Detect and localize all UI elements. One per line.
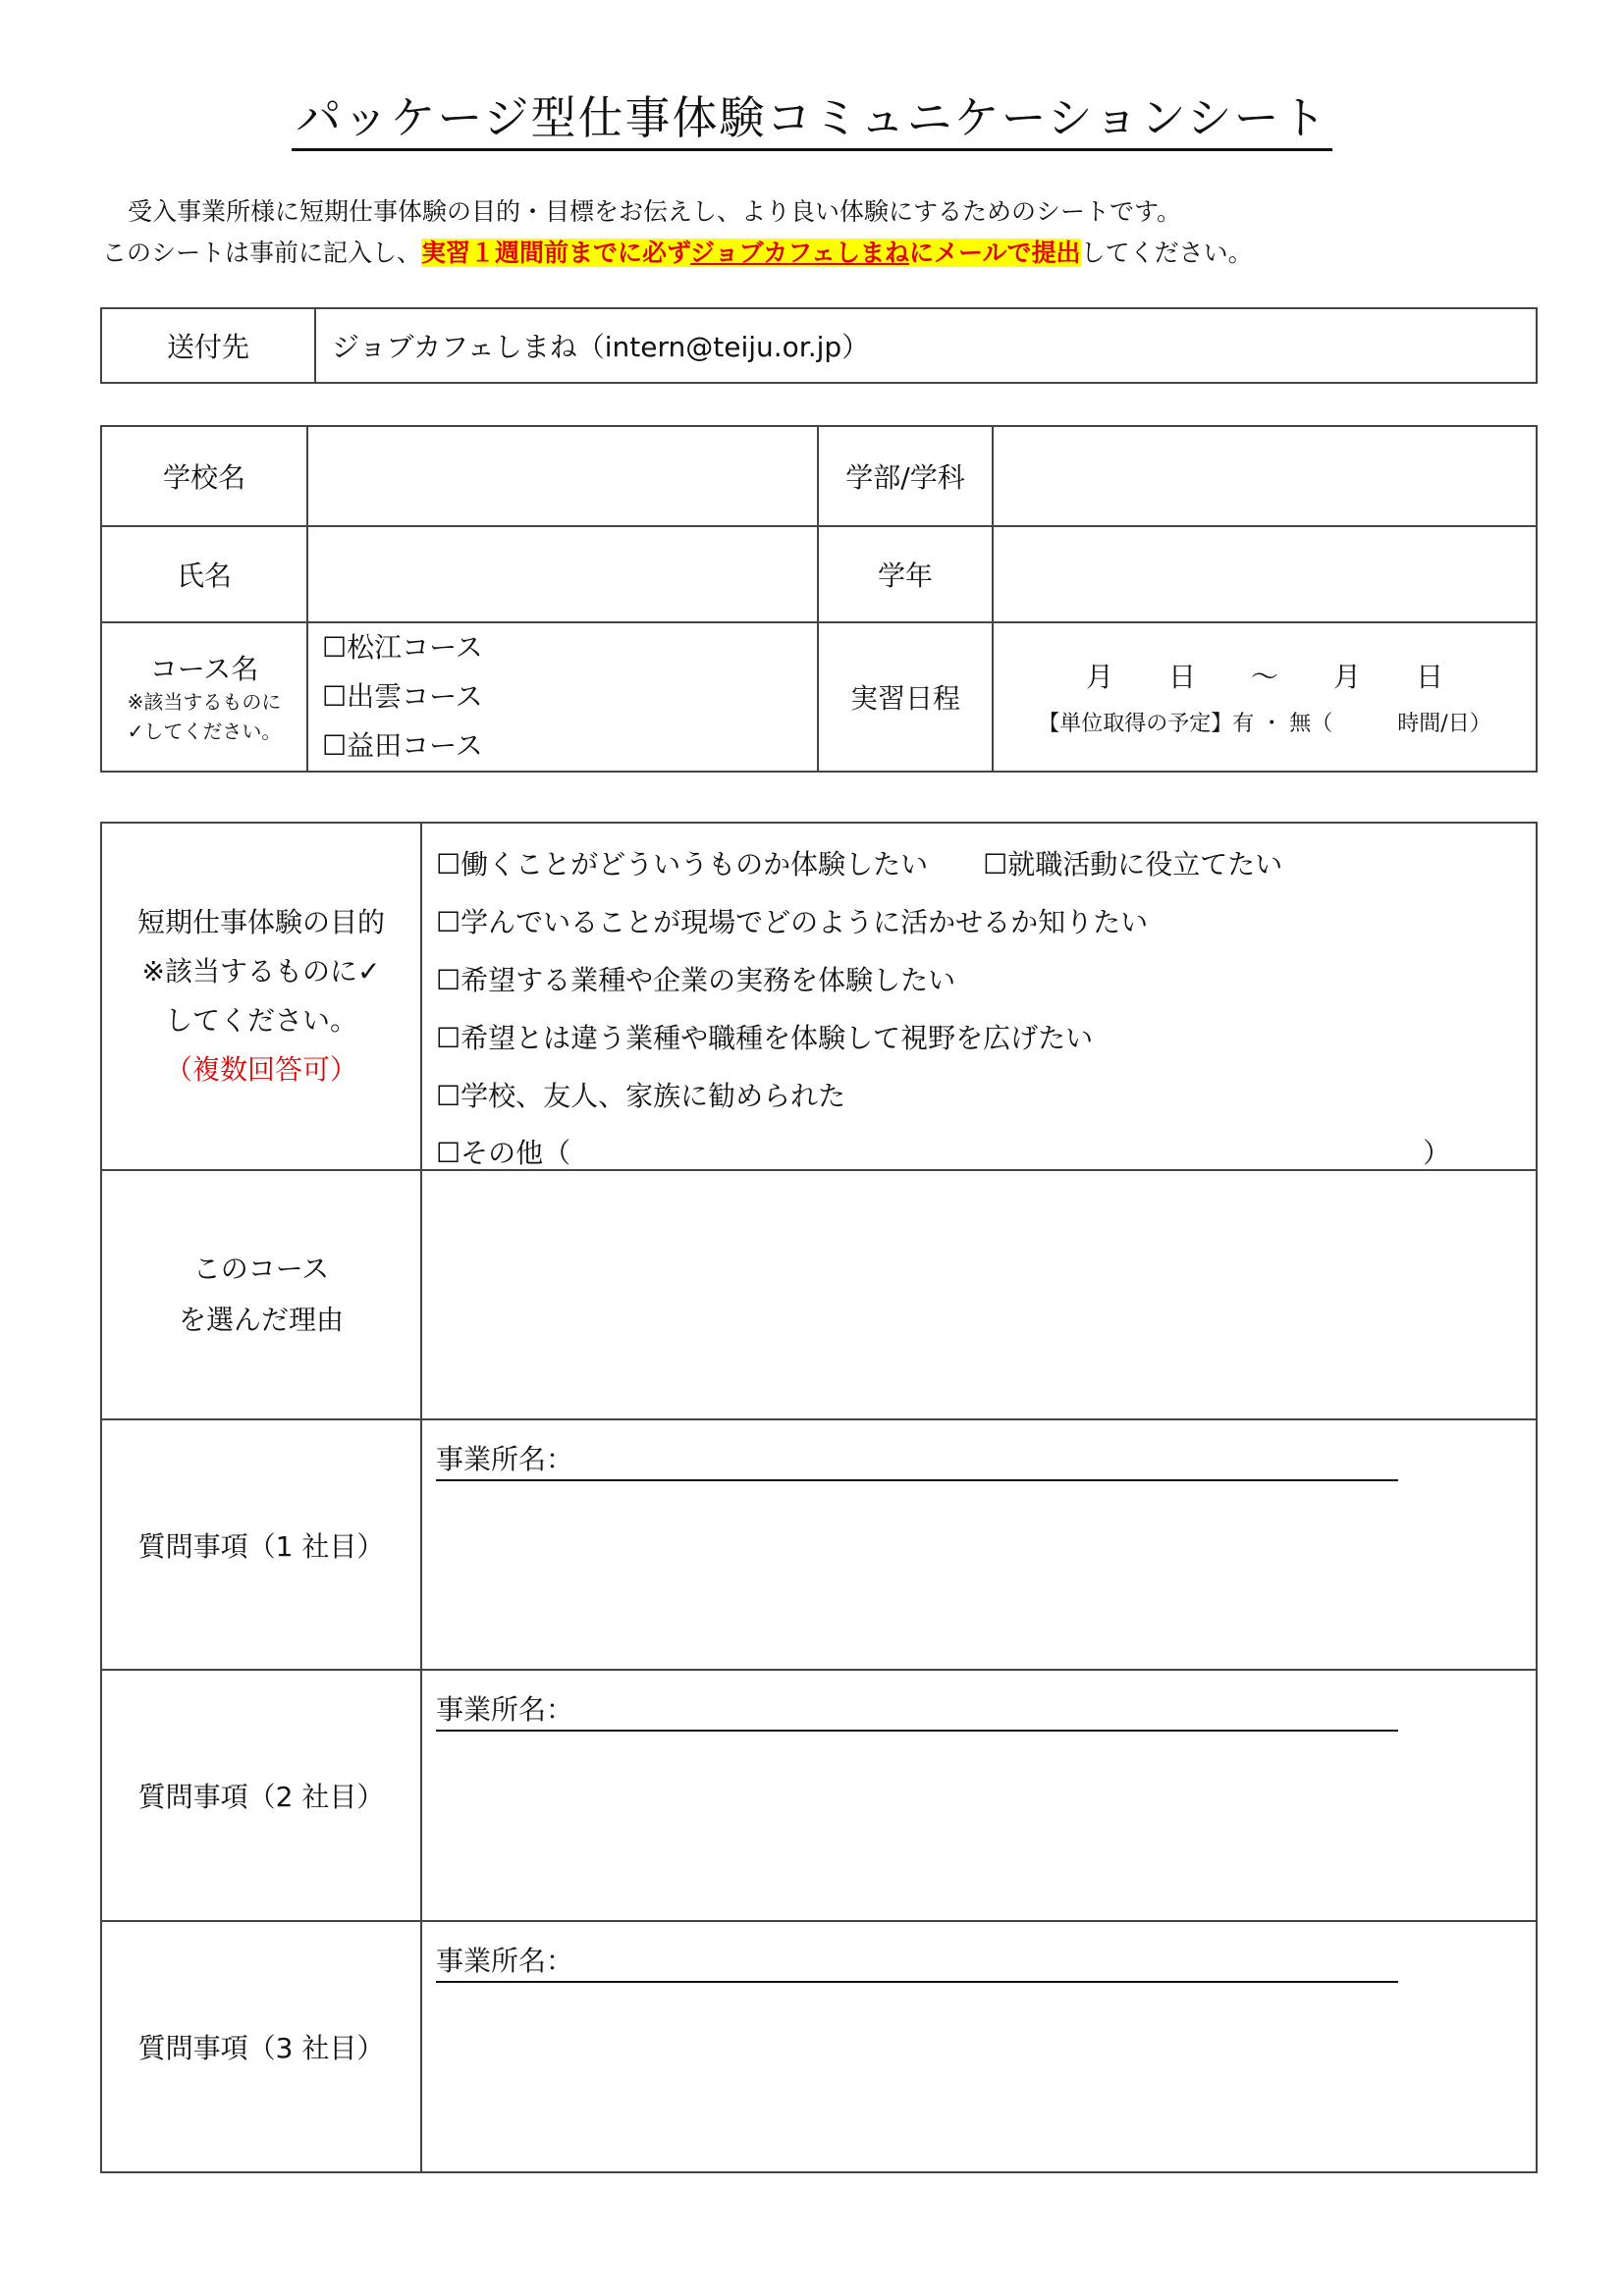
question-2-label: 質問事項（2 社目）: [101, 1670, 421, 1921]
student-info-table: [100, 425, 1538, 773]
purpose-table: [100, 822, 1538, 2173]
reason-label-1: このコース: [192, 1253, 330, 1285]
name-field[interactable]: [307, 526, 818, 622]
question-3-label: 質問事項（3 社目）: [101, 1921, 421, 2172]
purpose-options: [421, 823, 1537, 1170]
purpose-option-other[interactable]: ☐その他（ ）: [436, 1137, 1451, 1169]
dept-label: 学部/学科: [818, 426, 993, 526]
grade-field[interactable]: [993, 526, 1537, 622]
purpose-option-1[interactable]: ☐働くことがどういうものか体験したい ☐就職活動に役立てたい: [436, 848, 1283, 881]
question-1-biz-label: 事業所名：: [436, 1438, 1398, 1481]
question-1-field[interactable]: [421, 1419, 1537, 1670]
reason-field[interactable]: [421, 1170, 1537, 1419]
course-options: [307, 622, 818, 772]
name-label: 氏名: [101, 526, 307, 622]
jobcafe-highlight: ジョブカフェしまね: [690, 239, 910, 267]
intro-line-1: 受入事業所様に短期仕事体験の目的・目標をお伝えし、より良い体験にするためのシートです。: [128, 197, 1182, 226]
dept-field[interactable]: [993, 426, 1537, 526]
question-2-field[interactable]: [421, 1670, 1537, 1921]
schedule-label: 実習日程: [818, 622, 993, 772]
schedule-dates: 月 日 ～ 月 日: [1085, 661, 1443, 693]
email-highlight: にメールで提出: [909, 239, 1081, 267]
question-3-field[interactable]: [421, 1921, 1537, 2172]
course-option-matsue[interactable]: ☐松江コース: [322, 631, 483, 664]
purpose-option-4[interactable]: ☐希望とは違う業種や職種を体験して視野を広げたい: [436, 1022, 1094, 1054]
question-1-label: 質問事項（1 社目）: [101, 1419, 421, 1670]
purpose-option-2[interactable]: ☐学んでいることが現場でどのように活かせるか知りたい: [436, 906, 1149, 938]
school-label: 学校名: [101, 426, 307, 526]
purpose-option-5[interactable]: ☐学校、友人、家族に勧められた: [436, 1080, 846, 1112]
send-to-label: 送付先: [101, 308, 315, 383]
send-to-table: [100, 307, 1538, 384]
purpose-label-4: （複数回答可）: [164, 1053, 357, 1086]
course-note-2: ✓してください。: [127, 720, 282, 743]
deadline-highlight: 実習１週間前までに必ず: [421, 239, 691, 267]
purpose-label-2: ※該当するものに✓: [141, 955, 381, 988]
page-title: パッケージ型仕事体験コミュニケーションシート: [0, 82, 1624, 147]
course-option-izumo[interactable]: ☐出雲コース: [322, 680, 483, 713]
schedule-field[interactable]: [993, 622, 1537, 772]
send-to-value: ジョブカフェしまね（intern@teiju.or.jp）: [315, 308, 1537, 383]
purpose-label-cell: [101, 823, 421, 1170]
reason-label-cell: [101, 1170, 421, 1419]
grade-label: 学年: [818, 526, 993, 622]
question-3-biz-label: 事業所名：: [436, 1940, 1398, 1983]
question-2-biz-label: 事業所名：: [436, 1688, 1398, 1732]
reason-label-2: を選んだ理由: [178, 1304, 344, 1336]
course-option-masuda[interactable]: ☐益田コース: [322, 729, 483, 762]
course-label: コース名: [149, 653, 259, 685]
purpose-label-3: してください。: [164, 1004, 357, 1037]
purpose-option-3[interactable]: ☐希望する業種や企業の実務を体験したい: [436, 964, 956, 996]
purpose-label-1: 短期仕事体験の目的: [136, 906, 385, 938]
intro-line-2: このシートは事前に記入し、実習１週間前までに必ずジョブカフェしまねにメールで提出してください。: [102, 239, 1253, 267]
schedule-credit: 【単位取得の予定】有 ・ 無（ 時間/日）: [1038, 712, 1491, 736]
course-label-cell: [101, 622, 307, 772]
course-note-1: ※該当するものに: [127, 690, 282, 714]
school-field[interactable]: [307, 426, 818, 526]
